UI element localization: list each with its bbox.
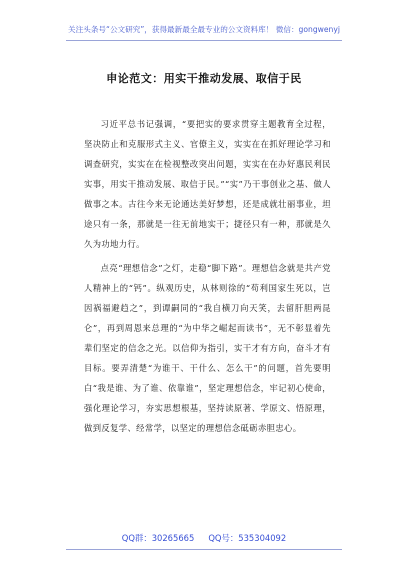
footer-qq-number: QQ号：535304092 bbox=[208, 533, 287, 543]
header-divider bbox=[66, 40, 342, 41]
footer-contact bbox=[0, 532, 408, 544]
document-body bbox=[84, 114, 331, 442]
paragraph-2: 点亮“理想信念”之灯，走稳“脚下路”。理想信念就是共产党人精神上的“钙”。纵观历史，从林则徐的“苟利国家生死以，岂因祸福避趋之”，到谭嗣同的“我自横刀向天笑，去留肝胆两昆仑”，再到周恩来总理的“为中华之崛起而读书”，无不彰显着先辈们坚定的信念之光。以信仰为指引，实干才有方向，奋斗才有目标。要弄清楚“为谁干、干什么、怎么干”的问题，首先要明白“我是谁、为了谁、依靠谁”，坚定理想信念，牢记初心使命，强化理论学习，夯实思想根基，坚持读原著、学原文、悟原理，做到反复学、经常学，以坚定的理想信念砥砺赤胆忠心。 bbox=[84, 263, 331, 433]
paragraph-1: 习近平总书记强调，“要把实的要求贯穿主题教育全过程，坚决防止和克服形式主义、官僚主义，实实在在抓好理论学习和调查研究，实实在在检视整改突出问题，实实在在办好惠民利民实事，用实干推动发展、取信于民。”“实”乃干事创业之基、做人做事之本。古往今来无论通达美好梦想，还是成就壮丽事业，坦途只有一条，那就是一往无前地实干；捷径只有一种，那就是久久为功地力行。 bbox=[84, 119, 331, 249]
footer-divider bbox=[66, 549, 342, 550]
header-notice: 关注头条号“公文研究”，获得最新最全最专业的公文资料库！ 微信：gongwenyj bbox=[68, 25, 340, 34]
footer-qq-group: QQ群：30265665 bbox=[121, 533, 195, 543]
document-title: 申论范文：用实干推动发展、取信于民 bbox=[106, 72, 302, 85]
